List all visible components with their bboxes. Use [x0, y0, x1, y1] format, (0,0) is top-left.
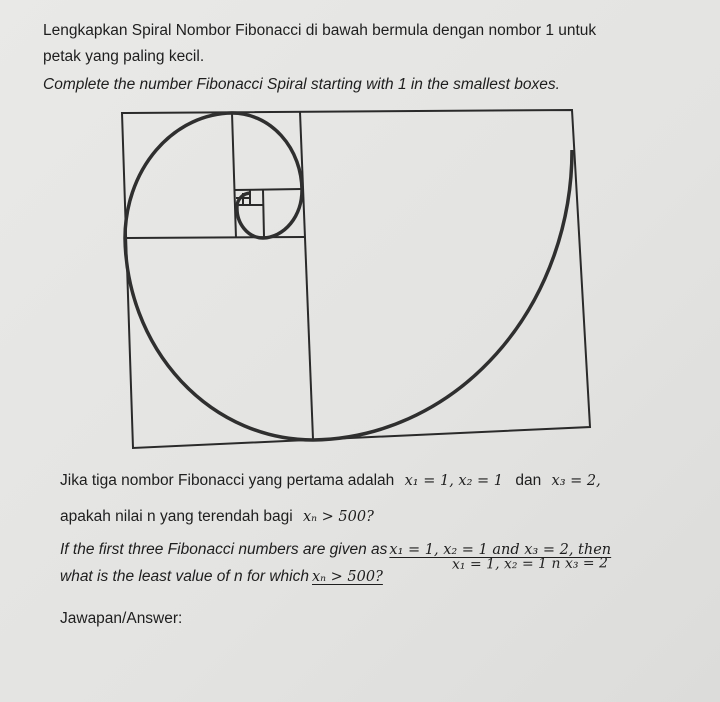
question-text: apakah nilai n yang terendah bagi [60, 508, 293, 525]
divider-horizontal-left [127, 237, 304, 238]
divider-vertical-small [263, 190, 264, 237]
question-malay-line1 [60, 472, 601, 490]
outer-rectangle [122, 110, 590, 448]
conjunction: dan [515, 472, 542, 489]
question-malay-line2 [60, 508, 374, 526]
answer-label: Jawapan/Answer: [60, 610, 183, 627]
question-text: Jika tiga nombor Fibonacci yang pertama adalah [60, 472, 395, 489]
math-expression: x₁ = 1, x₂ = 1 [404, 473, 504, 489]
divider-horizontal-small [234, 189, 302, 190]
divider-vertical-upper [232, 113, 236, 238]
math-expression: x₁ = 1, x₂ = 1 and x₃ = 2, then [389, 542, 612, 558]
spiral-curve [125, 113, 572, 440]
math-expression: xₙ > 500? [312, 569, 383, 585]
math-expression: xₙ > 500? [303, 509, 374, 525]
question-text: If the first three Fibonacci numbers are given as [60, 541, 388, 558]
question-text: what is the least value of n for which [60, 568, 309, 585]
question-english-line2 [60, 568, 383, 586]
math-expression: x₃ = 2, [551, 473, 601, 489]
instruction-malay-line1: Lengkapkan Spiral Nombor Fibonacci di bawah bermula dengan nombor 1 untuk [43, 22, 597, 39]
divider-vertical-main [300, 112, 313, 439]
handwritten-note: x₁ = 1, x₂ = 1 n x₃ = 2 [451, 555, 609, 573]
instruction-malay-line2: petak yang paling kecil. [43, 48, 205, 65]
instruction-english: Complete the number Fibonacci Spiral starting with 1 in the smallest boxes. [43, 76, 560, 93]
